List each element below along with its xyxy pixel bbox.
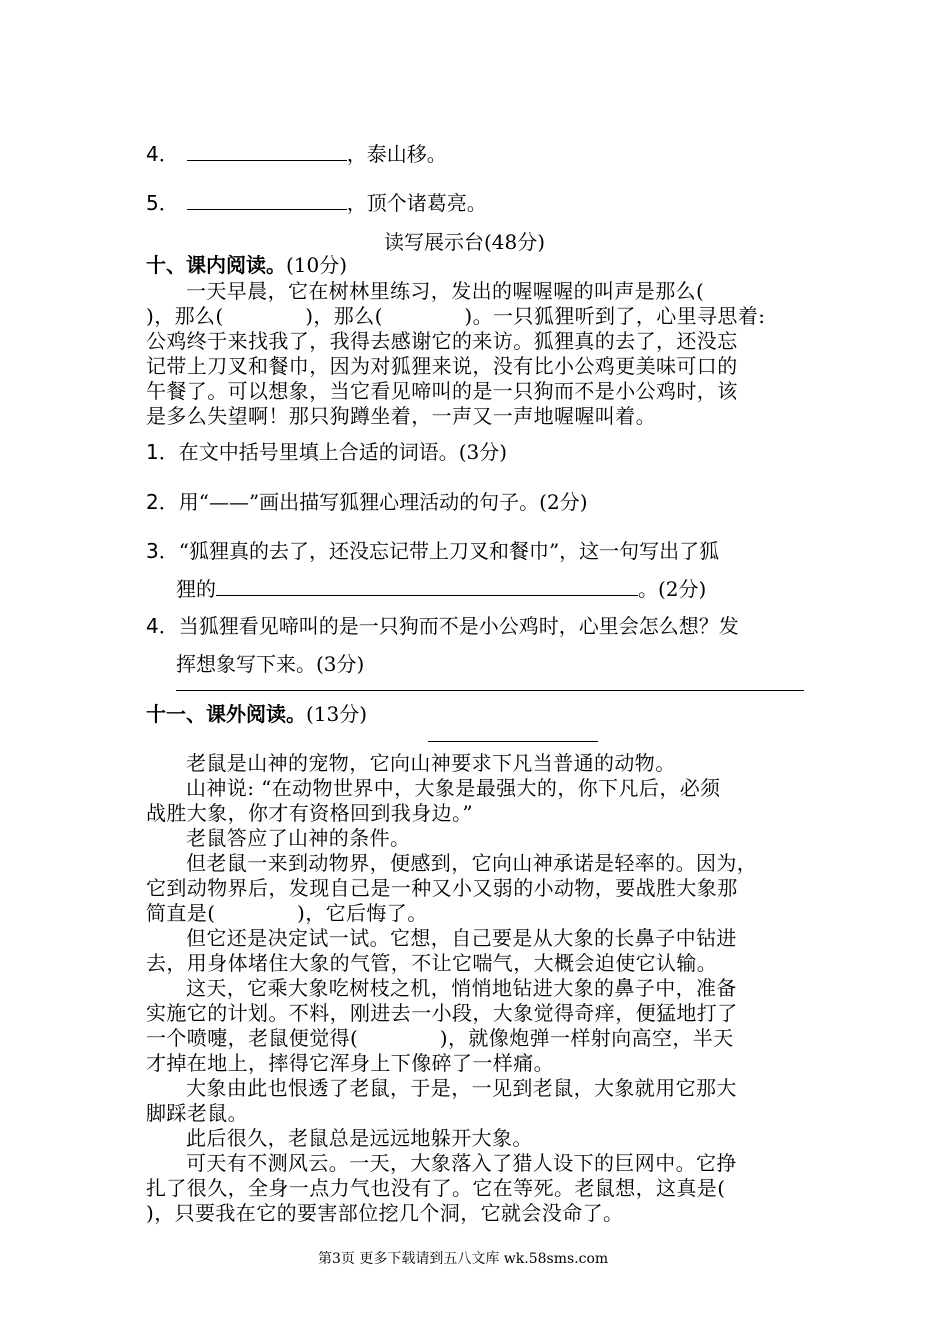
passage11-line: 但老鼠一来到动物界，便感到，它向山神承诺是轻率的。因为，: [186, 851, 758, 875]
passage11-line: 才掉在地上，摔得它浑身上下像碎了一样痛。: [146, 1051, 554, 1075]
passage11-line: 可天有不测风云。一天，大象落入了猎人设下的巨网中。它挣: [186, 1151, 737, 1175]
question-number: 2．: [146, 490, 179, 514]
title-blank-line[interactable]: [428, 741, 598, 742]
passage11-line: 一个喷嚏，老鼠便觉得( )，就像炮弹一样射向高空，半天: [146, 1026, 734, 1050]
passage11-line: 老鼠是山神的宠物，它向山神要求下凡当普通的动物。: [186, 751, 676, 775]
answer-blank[interactable]: [216, 577, 638, 596]
passage11-line: 但它还是决定试一试。它想，自己要是从大象的长鼻子中钻进: [186, 926, 737, 950]
passage10-line: 公鸡终于来找我了，我得去感谢它的来访。狐狸真的去了，还没忘: [146, 329, 738, 353]
question-text: 用“——”画出描写狐狸心理活动的句子。(2分): [178, 490, 588, 514]
fill-item-4: [146, 138, 447, 167]
passage11-line: 大象由此也恨透了老鼠，于是，一见到老鼠，大象就用它那大: [186, 1076, 737, 1100]
item-number: 4．: [146, 142, 179, 166]
section10-score: (10分): [286, 253, 348, 277]
passage11-line: 扎了很久，全身一点力气也没有了。它在等死。老鼠想，这真是(: [146, 1176, 726, 1200]
item-text: ，顶个诸葛亮。: [346, 191, 487, 215]
section11-heading: [146, 698, 367, 727]
section11-heading-text: 十一、课外阅读。: [146, 702, 306, 726]
passage10-line: 一天早晨，它在树林里练习，发出的喔喔喔的叫声是那么(: [186, 279, 705, 303]
passage11-line: 山神说: “在动物世界中，大象是最强大的，你下凡后，必须: [186, 776, 721, 800]
passage11-line: 老鼠答应了山神的条件。: [186, 826, 411, 850]
section11-score: (13分): [306, 702, 368, 726]
question-1: [146, 436, 507, 465]
item-text: ，泰山移。: [346, 142, 447, 166]
passage10-line: 是多么失望啊！那只狗蹲坐着，一声又一声地喔喔叫着。: [146, 404, 656, 428]
passage11-line: )，只要我在它的要害部位挖几个洞，它就会没命了。: [146, 1201, 624, 1225]
fill-item-5: [146, 187, 487, 216]
question-text: “狐狸真的去了，还没忘记带上刀叉和餐巾”，这一句写出了狐: [178, 539, 720, 563]
passage10-line: 记带上刀叉和餐巾，因为对狐狸来说，没有比小公鸡更美味可口的: [146, 354, 738, 378]
answer-blank[interactable]: [187, 191, 347, 210]
section10-heading: [146, 249, 347, 278]
passage11-line: 战胜大象，你才有资格回到我身边。”: [146, 801, 474, 825]
question-3: [146, 535, 719, 564]
question-4: [146, 610, 739, 639]
question-number: 3．: [146, 539, 179, 563]
passage11-line: 实施它的计划。不料，刚进去一小段，大象觉得奇痒，便猛地打了: [146, 1001, 738, 1025]
page-footer: 第3页 更多下载请到五八文库 wk.58sms.com: [318, 1251, 609, 1267]
passage11-line: 此后很久，老鼠总是远远地躲开大象。: [186, 1126, 533, 1150]
question-number: 4．: [146, 614, 179, 638]
passage10-line: 午餐了。可以想象，当它看见啼叫的是一只狗而不是小公鸡时，该: [146, 379, 738, 403]
question-number: 1．: [146, 440, 179, 464]
passage11-line: 简直是( )，它后悔了。: [146, 901, 428, 925]
question-4-continuation: 挥想象写下来。(3分): [176, 652, 365, 676]
passage11-line: 脚踩老鼠。: [146, 1101, 248, 1125]
passage11-line: 去，用身体堵住大象的气管，不让它喘气，大概会迫使它认输。: [146, 951, 718, 975]
question-2: [146, 486, 588, 515]
question-3-continuation: [176, 573, 706, 602]
item-number: 5．: [146, 191, 179, 215]
answer-line[interactable]: [176, 690, 804, 691]
question-text: 当狐狸看见啼叫的是一只狗而不是小公鸡时，心里会怎么想？发: [178, 614, 739, 638]
answer-blank[interactable]: [187, 142, 347, 161]
passage11-line: 这天，它乘大象吃树枝之机，悄悄地钻进大象的鼻子中，准备: [186, 976, 737, 1000]
passage11-line: 它到动物界后，发现自己是一种又小又弱的小动物，要战胜大象那: [146, 876, 738, 900]
section10-heading-text: 十、课内阅读。: [146, 253, 286, 277]
passage10-line: )，那么( )，那么( )。一只狐狸听到了，心里寻思着:: [146, 304, 766, 328]
question-text: 在文中括号里填上合适的词语。(3分): [178, 440, 508, 464]
question-text: 狸的: [176, 577, 216, 601]
question-text: 。(2分): [638, 577, 707, 601]
section-title: 读写展示台(48分): [384, 230, 546, 254]
